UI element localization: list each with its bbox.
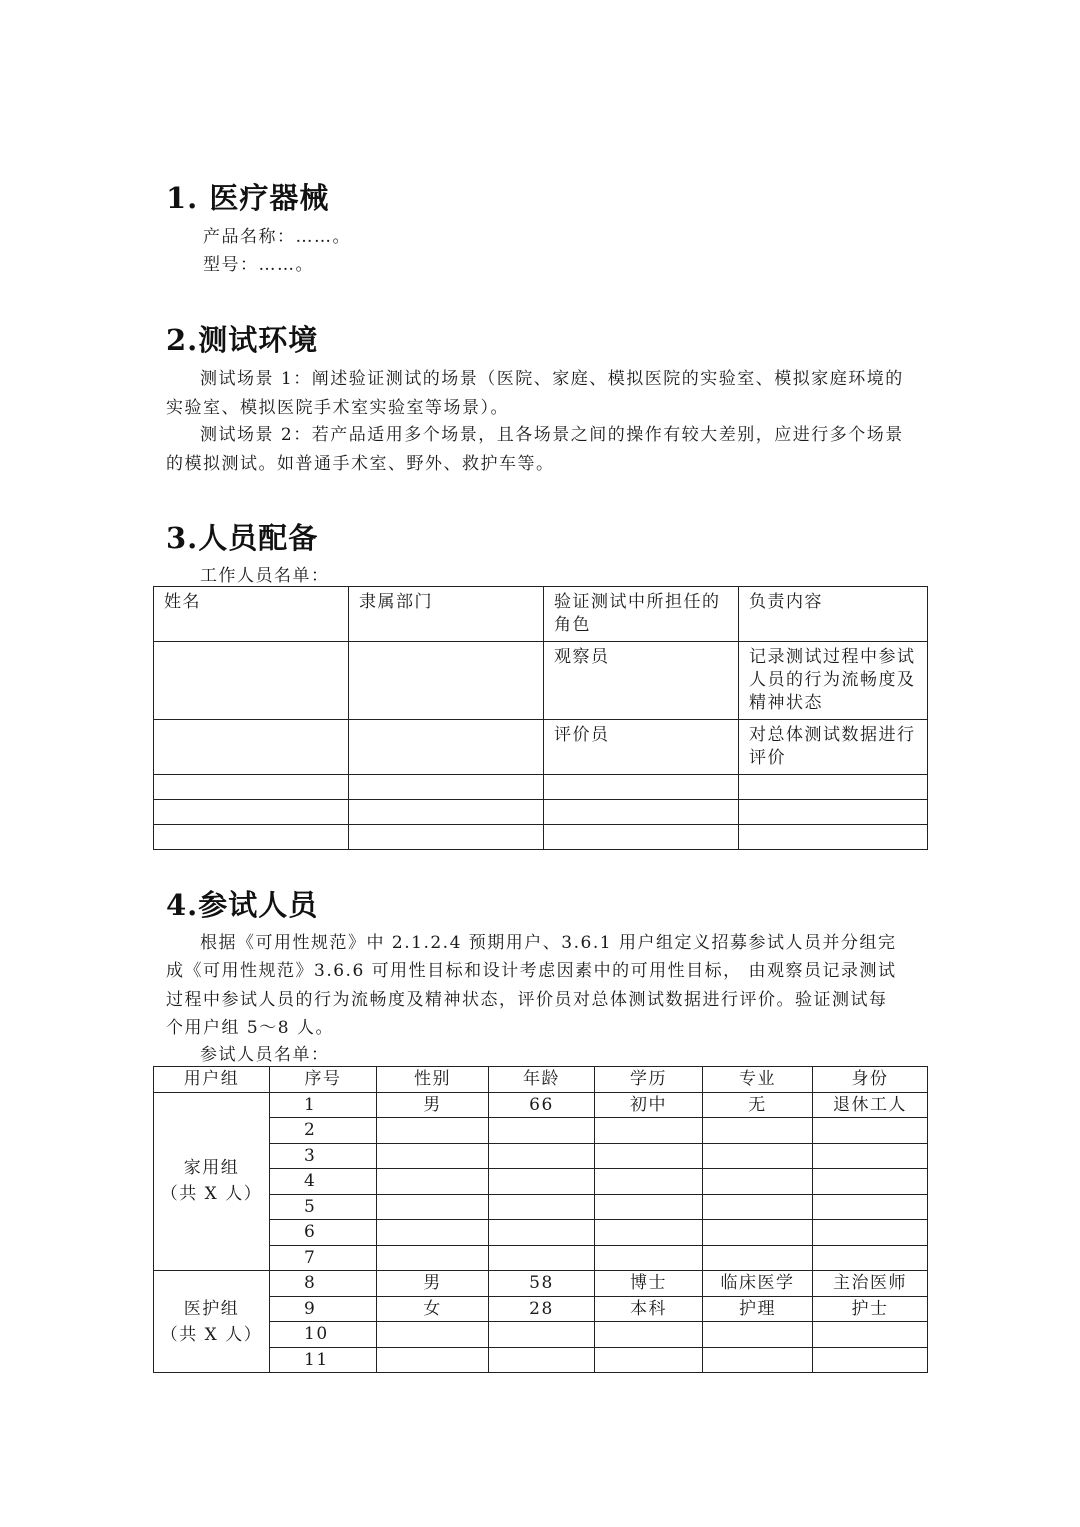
participant-cell xyxy=(595,1322,703,1348)
participant-cell xyxy=(703,1347,813,1373)
participant-row xyxy=(154,1296,928,1322)
staff-row xyxy=(154,720,928,775)
participant-cell xyxy=(377,1322,489,1348)
product-name-line: 产品名称：……。 xyxy=(203,227,351,247)
participant-cell: 护士 xyxy=(813,1296,928,1322)
participant-cell xyxy=(813,1194,928,1220)
staff-cell xyxy=(349,775,544,800)
user-group-count: （共 X 人） xyxy=(160,1324,263,1345)
participant-cell xyxy=(377,1143,489,1169)
participant-cell: 11 xyxy=(270,1347,377,1373)
participant-cell: 女 xyxy=(377,1296,489,1322)
participant-cell xyxy=(377,1194,489,1220)
participant-cell: 3 xyxy=(270,1143,377,1169)
header-age: 年龄 xyxy=(489,1067,595,1093)
header-gender: 性别 xyxy=(377,1067,489,1093)
participants-paragraph-line-4: 个用户组 5～8 人。 xyxy=(166,1018,334,1038)
staff-cell xyxy=(544,775,739,800)
staff-cell xyxy=(349,800,544,825)
participant-cell xyxy=(703,1220,813,1246)
staff-cell xyxy=(739,825,928,850)
participant-row xyxy=(154,1169,928,1195)
participants-header-row xyxy=(154,1067,928,1093)
section-1-title: 1. 医疗器械 xyxy=(166,181,330,215)
participant-row xyxy=(154,1347,928,1373)
participant-cell xyxy=(595,1118,703,1144)
participant-cell xyxy=(595,1169,703,1195)
staff-cell xyxy=(739,800,928,825)
user-group-name: 家用组 xyxy=(183,1158,240,1179)
participant-cell: 临床医学 xyxy=(703,1271,813,1297)
participant-cell xyxy=(377,1169,489,1195)
participant-row xyxy=(154,1271,928,1297)
participant-cell xyxy=(703,1322,813,1348)
staff-cell xyxy=(544,825,739,850)
participant-cell xyxy=(595,1347,703,1373)
participant-cell: 28 xyxy=(489,1296,595,1322)
model-line: 型号：……。 xyxy=(203,255,314,275)
participant-cell xyxy=(489,1322,595,1348)
participant-cell xyxy=(595,1245,703,1271)
scenario-1-line-1: 测试场景 1：阐述验证测试的场景（医院、家庭、模拟医院的实验室、模拟家庭环境的 xyxy=(200,369,904,389)
staff-cell xyxy=(349,720,544,775)
staff-cell: 对总体测试数据进行评价 xyxy=(739,720,928,775)
participant-cell xyxy=(377,1347,489,1373)
staff-header-dept: 隶属部门 xyxy=(349,587,544,642)
participant-cell xyxy=(489,1194,595,1220)
participant-cell: 护理 xyxy=(703,1296,813,1322)
participant-row xyxy=(154,1322,928,1348)
staff-list-caption: 工作人员名单： xyxy=(200,566,330,586)
participant-cell: 男 xyxy=(377,1271,489,1297)
participant-cell xyxy=(703,1118,813,1144)
participant-cell: 6 xyxy=(270,1220,377,1246)
staff-cell xyxy=(544,800,739,825)
participant-cell xyxy=(377,1220,489,1246)
participant-cell xyxy=(813,1322,928,1348)
participant-cell xyxy=(489,1347,595,1373)
staff-cell: 观察员 xyxy=(544,642,739,720)
participant-cell xyxy=(595,1220,703,1246)
participant-row xyxy=(154,1118,928,1144)
participant-cell xyxy=(813,1118,928,1144)
staff-row xyxy=(154,642,928,720)
participant-cell xyxy=(489,1118,595,1144)
participant-cell: 1 xyxy=(270,1092,377,1118)
participant-cell xyxy=(595,1143,703,1169)
staff-cell xyxy=(154,800,349,825)
participant-cell xyxy=(813,1245,928,1271)
user-group-count: （共 X 人） xyxy=(160,1184,263,1205)
header-index: 序号 xyxy=(270,1067,377,1093)
participants-list-caption: 参试人员名单： xyxy=(200,1045,330,1065)
participant-cell: 4 xyxy=(270,1169,377,1195)
participant-cell xyxy=(489,1169,595,1195)
staff-cell xyxy=(154,775,349,800)
staff-table xyxy=(153,586,928,850)
participant-cell xyxy=(813,1220,928,1246)
staff-cell: 记录测试过程中参试人员的行为流畅度及精神状态 xyxy=(739,642,928,720)
staff-row xyxy=(154,825,928,850)
participant-cell xyxy=(813,1169,928,1195)
user-group-cell xyxy=(154,1271,270,1373)
participant-cell xyxy=(703,1169,813,1195)
scenario-2-line-1: 测试场景 2：若产品适用多个场景，且各场景之间的操作有较大差别，应进行多个场景 xyxy=(200,425,904,445)
participant-cell xyxy=(703,1143,813,1169)
participant-cell xyxy=(813,1143,928,1169)
staff-header-duty: 负责内容 xyxy=(739,587,928,642)
participant-cell xyxy=(377,1118,489,1144)
participants-paragraph-line-3: 过程中参试人员的行为流畅度及精神状态，评价员对总体测试数据进行评价。验证测试每 xyxy=(166,990,888,1010)
header-identity: 身份 xyxy=(813,1067,928,1093)
section-3-title: 3.人员配备 xyxy=(166,521,319,555)
participant-row xyxy=(154,1194,928,1220)
participant-cell: 退休工人 xyxy=(813,1092,928,1118)
participant-row xyxy=(154,1143,928,1169)
staff-header-name: 姓名 xyxy=(154,587,349,642)
participant-cell: 主治医师 xyxy=(813,1271,928,1297)
participants-paragraph-line-2: 成《可用性规范》3.6.6 可用性目标和设计考虑因素中的可用性目标， 由观察员记录测试 xyxy=(166,961,897,981)
participant-cell xyxy=(703,1194,813,1220)
staff-cell xyxy=(154,720,349,775)
participant-cell: 66 xyxy=(489,1092,595,1118)
staff-cell: 评价员 xyxy=(544,720,739,775)
participant-cell: 博士 xyxy=(595,1271,703,1297)
staff-cell xyxy=(349,825,544,850)
header-user-group: 用户组 xyxy=(154,1067,270,1093)
staff-row xyxy=(154,800,928,825)
staff-cell xyxy=(154,825,349,850)
header-education: 学历 xyxy=(595,1067,703,1093)
participant-cell: 2 xyxy=(270,1118,377,1144)
participant-cell xyxy=(703,1245,813,1271)
participant-cell: 7 xyxy=(270,1245,377,1271)
staff-cell xyxy=(154,642,349,720)
participant-cell: 初中 xyxy=(595,1092,703,1118)
participants-table-body xyxy=(154,1092,928,1373)
participants-table xyxy=(153,1066,928,1373)
participant-cell xyxy=(377,1245,489,1271)
participant-cell: 8 xyxy=(270,1271,377,1297)
staff-header-row xyxy=(154,587,928,642)
participant-row xyxy=(154,1245,928,1271)
participant-cell xyxy=(489,1143,595,1169)
section-4-title: 4.参试人员 xyxy=(166,888,319,922)
staff-cell xyxy=(739,775,928,800)
participant-cell xyxy=(595,1194,703,1220)
scenario-2-line-2: 的模拟测试。如普通手术室、野外、救护车等。 xyxy=(166,454,555,474)
participant-cell: 10 xyxy=(270,1322,377,1348)
participant-cell xyxy=(813,1347,928,1373)
participant-cell: 男 xyxy=(377,1092,489,1118)
participant-cell: 本科 xyxy=(595,1296,703,1322)
section-2-title: 2.测试环境 xyxy=(166,323,319,357)
participant-cell: 58 xyxy=(489,1271,595,1297)
header-major: 专业 xyxy=(703,1067,813,1093)
participant-cell: 5 xyxy=(270,1194,377,1220)
user-group-name: 医护组 xyxy=(183,1298,240,1319)
staff-header-role: 验证测试中所担任的角色 xyxy=(544,587,739,642)
participant-cell: 9 xyxy=(270,1296,377,1322)
participant-row xyxy=(154,1092,928,1118)
participant-cell xyxy=(489,1220,595,1246)
staff-cell xyxy=(349,642,544,720)
participants-paragraph-line-1: 根据《可用性规范》中 2.1.2.4 预期用户、3.6.1 用户组定义招募参试人员并分组完 xyxy=(200,933,897,953)
participant-cell xyxy=(489,1245,595,1271)
user-group-cell xyxy=(154,1092,270,1271)
participant-cell: 无 xyxy=(703,1092,813,1118)
staff-row xyxy=(154,775,928,800)
scenario-1-line-2: 实验室、模拟医院手术室实验室等场景）。 xyxy=(166,398,509,418)
participant-row xyxy=(154,1220,928,1246)
